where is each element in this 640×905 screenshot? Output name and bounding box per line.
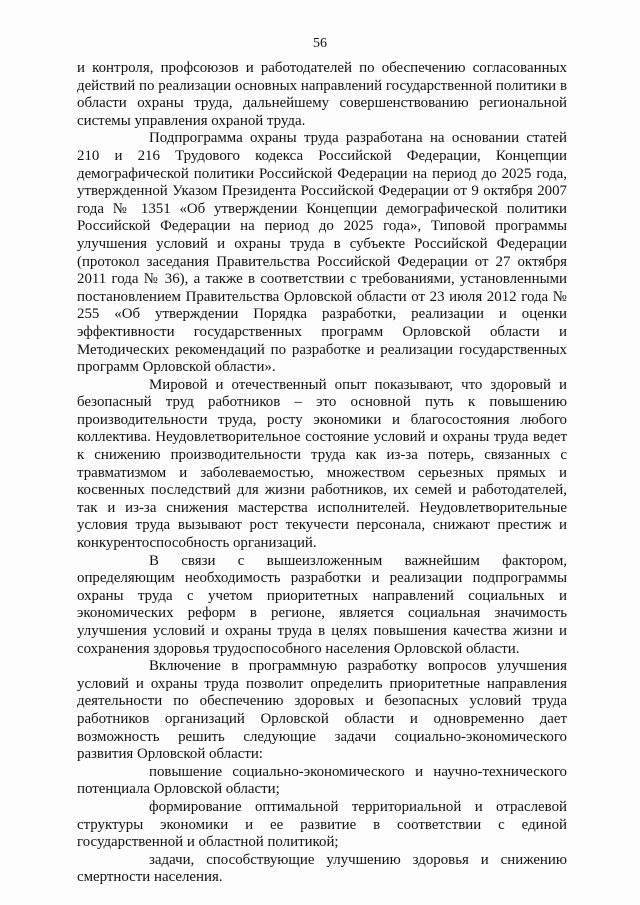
paragraph-continuation: и контроля, профсоюзов и работодателей по обеспечению согласованных действий по реализации основных направлений государственной политики в области охраны труда, дальнейшему совершенствованию региональной системы управления охраной труда. bbox=[77, 60, 567, 129]
page-number: 56 bbox=[313, 36, 327, 51]
body-text bbox=[77, 60, 567, 887]
paragraph-legal-basis: Подпрограмма охраны труда разработана на основании статей 210 и 216 Трудового кодекса Российской Федерации, Концепции демографической политики Российской Федерации на период до 2025 года, утвержденной Указом Президента Российской Федерации от 9 октября 2007 года № 1351 «Об утверждении Концепции демографической политики Российской Федерации на период до 2025 года», Типовой программы улучшения условий и охраны труда в субъекте Российской Федерации (протокол заседания Правительства Российской Федерации от 27 октября 2011 года № 36), а также в соответствии с требованиями, установленными постановлением Правительства Орловской области от 23 июля 2012 года № 255 «Об утверждении Порядка разработки, реализации и оценки эффективности государственных программ Орловской области и Методических рекомендаций по разработке и реализации государственных программ Орловской области». bbox=[77, 130, 567, 376]
list-item-potential: повышение социально-экономического и научно-технического потенциала Орловской области; bbox=[77, 763, 567, 798]
list-item-health: задачи, способствующие улучшению здоровья и снижению смертности населения. bbox=[77, 851, 567, 886]
paragraph-necessity: В связи с вышеизложенным важнейшим фактором, определяющим необходимость разработки и реализации подпрограммы охраны труда с учетом приоритетных направлений социальных и экономических реформ в регионе, является социальная значимость улучшения условий и охраны труда в целях повышения качества жизни и сохранения здоровья трудоспособного населения Орловской области. bbox=[77, 552, 567, 657]
list-item-structure: формирование оптимальной территориальной и отраслевой структуры экономики и ее развитие в соответствии с единой государственной и областной политикой; bbox=[77, 798, 567, 851]
paragraph-inclusion: Включение в программную разработку вопросов улучшения условий и охраны труда позволит определить приоритетные направления деятельности по обеспечению здоровых и безопасных условий труда работников организаций Орловской области и одновременно дает возможность решить следующие задачи социально-экономического развития Орловской области: bbox=[77, 658, 567, 763]
paragraph-world-experience: Мировой и отечественный опыт показывают, что здоровый и безопасный труд работников – это основной путь к повышению производительности труда, росту экономики и благосостояния любого коллектива. Неудовлетворительное состояние условий и охраны труда ведет к снижению производительности труда как из-за потерь, связанных с травматизмом и заболеваемостью, множеством серьезных прямых и косвенных последствий для жизни работников, их семей и работодателей, так и из-за снижения мастерства исполнителей. Неудовлетворительные условия труда вызывают рост текучести персонала, снижают престиж и конкурентоспособность организаций. bbox=[77, 376, 567, 552]
